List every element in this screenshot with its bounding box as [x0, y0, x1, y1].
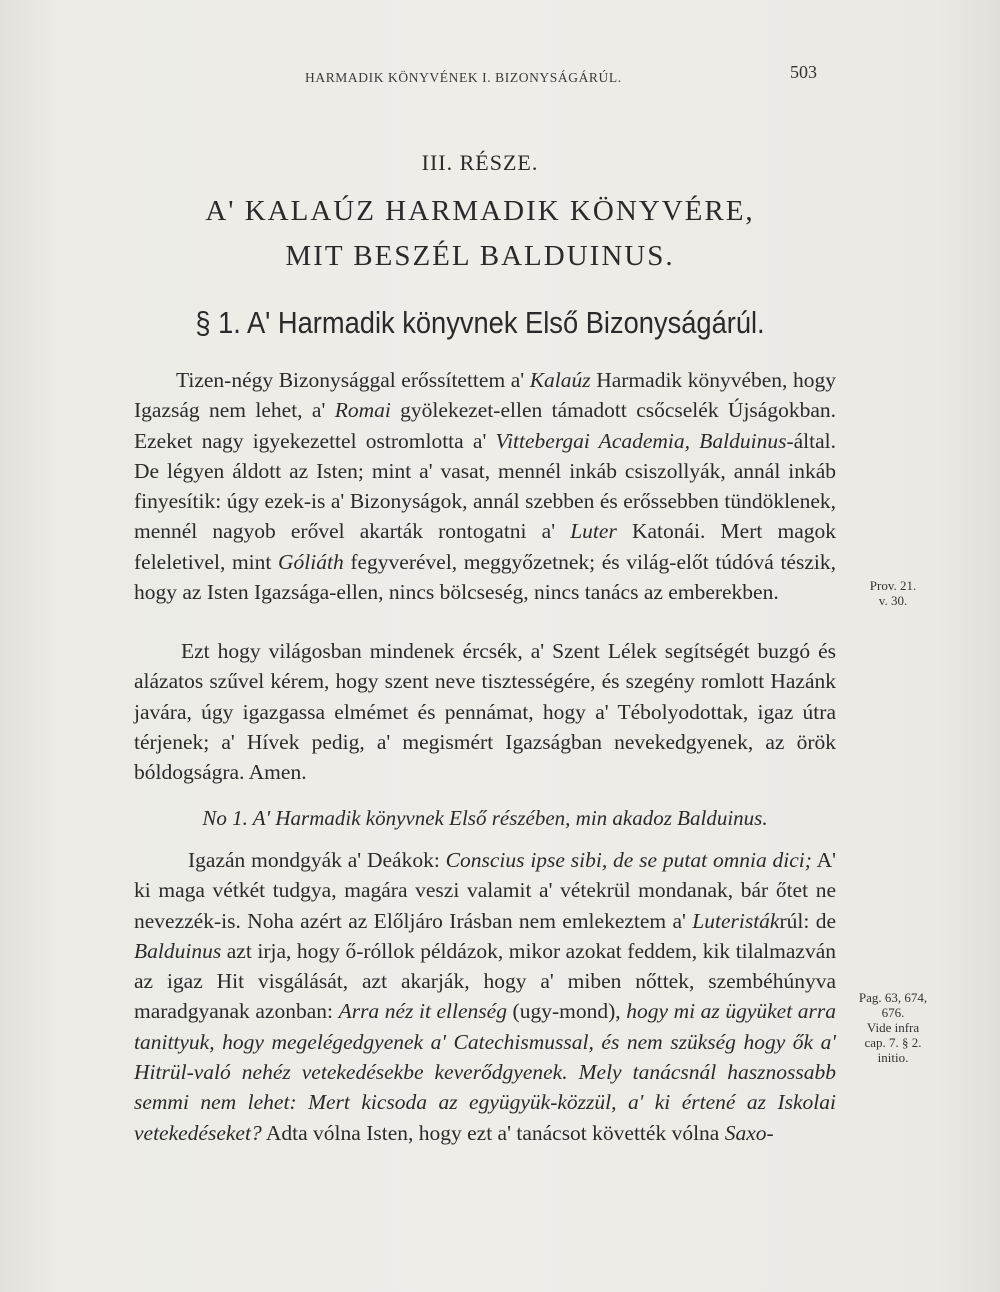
margin-note-line: initio. — [877, 1050, 909, 1065]
margin-note-line: Vide infra — [866, 1020, 920, 1035]
margin-note-line: v. 30. — [878, 593, 908, 608]
text-span: Igazán mondgyák a' Deákok: — [188, 848, 446, 872]
section-title: § 1. A' Harmadik könyvnek Első Bizonyságárúl. — [195, 305, 765, 340]
italic-span: hogy mi az ügyüket arra tanittyuk, hogy megelégedgyenek a' Catechismussal, és nem szükség hogy ők a' Hitrül-való nehéz vetekedésekbe keverődgyenek. Mely tanácsnál hasznossabb semmi nem lehet: Mert kicsoda az együgyük-közzül, a' ki értené az Iskolai vetekedéseket? — [134, 999, 837, 1145]
italic-span: Luteristák — [692, 908, 780, 933]
margin-note-line: Pag. 63, 674, — [858, 990, 928, 1005]
text-span: gyölekezet-ellen támadott csőcselék Újságokban. Ezeket nagy igyekezettel ostromlotta a' — [134, 398, 837, 453]
book-title-line-1: A' KALAÚZ HARMADIK KÖNYVÉRE, — [205, 195, 755, 227]
margin-note-line: cap. 7. § 2. — [864, 1035, 922, 1050]
text-span: fegyverével, meggyőzetnek; és világ-előt túdóvá tészik, hogy az Isten Igazsága-ellen, nincs bölcseség, nincs tanács az emberekben. — [134, 549, 836, 605]
subheading: No 1. A' Harmadik könyvnek Első részében, min akadoz Balduinus. — [202, 806, 768, 830]
margin-note-line: Prov. 21. — [869, 578, 917, 593]
text-span: A' ki maga vétkét tudgya, magára veszi valamit a' vétekrül mondanak, bár őtet ne nevezzék-is. Noha azért az Előljáro Irásban nem emlekeztem a' — [134, 848, 836, 933]
text-span: -által. De légyen áldott az Isten; mint a' vasat, mennél inkáb csiszollyák, annál inkáb finyesítik: úgy ezek-is a' Bizonyságok, annál szebben és erőssebben tündöklenek, mennél nagyob erővel akarták rontogatni a' — [134, 428, 836, 544]
text-span: rúl: de — [779, 908, 836, 933]
part-title: III. RÉSZE. — [421, 150, 539, 175]
margin-note-pag — [843, 990, 943, 1065]
italic-span: Romai — [334, 398, 391, 423]
italic-span: Luter — [570, 519, 617, 544]
paragraph-2: Ezt hogy világosban mindenek ércsék, a' Szent Lélek segítségét buzgó és alázatos szűvel kérem, hogy szent neve tisztességére, és szegény romlott Hazánk javára, úgy igazgassa elmémet és pennámat, hogy a' Tébolyodottak, igaz útra térjenek; a' Hívek pedig, a' megismért Igazságban nevekedgyenek, az örök bóldogságra. Amen. — [134, 639, 836, 785]
text-span: Katonái. Mert magok feleletivel, mint — [134, 519, 836, 574]
paragraph-3 — [134, 845, 836, 1148]
margin-note-prov — [843, 578, 943, 608]
italic-span: Kalaúz — [529, 368, 591, 392]
italic-span: Conscius ipse sibi, de se putat omnia dici; — [445, 848, 812, 872]
italic-span: Vittebergai Academia, Balduinus — [495, 428, 787, 453]
italic-span: Saxo- — [724, 1120, 774, 1145]
text-span: azt irja, hogy ő-róllok példázok, mikor azokat feddem, kik tilalmazván az igaz Hit visgálását, azt akarják, hogy a' miben nőttek, szembéhúnyva maradgyanak azonban: — [134, 938, 836, 1024]
text-span: Harmadik könyvében, hogy Igazság nem lehet, a' — [134, 368, 836, 423]
italic-span: Arra néz it ellenség — [338, 999, 507, 1024]
margin-note-line: 676. — [881, 1005, 905, 1020]
paragraph-1 — [134, 365, 836, 607]
text-span: Tizen-négy Bizonysággal erőssítettem a' — [176, 368, 530, 392]
book-title-line-2: MIT BESZÉL BALDUINUS. — [285, 240, 675, 272]
page-number: 503 — [790, 62, 817, 82]
text-span: (ugy-mond), — [506, 999, 627, 1024]
running-title: HARMADIK KÖNYVÉNEK I. BIZONYSÁGÁRÚL. — [305, 70, 622, 85]
italic-span: Balduinus — [134, 938, 222, 963]
italic-span: Góliáth — [278, 549, 344, 574]
text-span: Adta vólna Isten, hogy ezt a' tanácsot követték vólna — [261, 1120, 725, 1145]
